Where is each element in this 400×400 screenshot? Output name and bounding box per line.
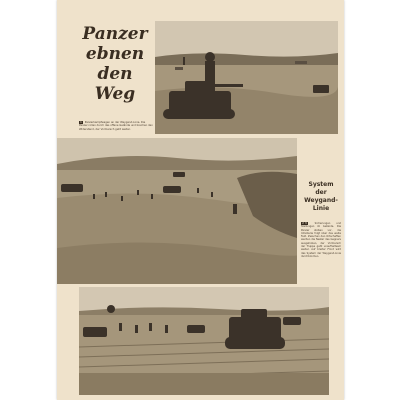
magazine-page: [57, 0, 344, 400]
photo-battlefield-wide: [57, 138, 297, 284]
title-line-1: Panzer: [82, 24, 148, 44]
subtitle-line-3: Weygand-: [304, 197, 338, 204]
photo-tank-closeup: [155, 21, 338, 134]
article-text: Sicherungen und Stellungen im Gelände. Die Panzer stoßen vor, die Infanterie folgt über das weite Feld. Zwischen den Ortschaften werden die Nester des Gegners ausgehoben, der Vormarsch der Truppe geht unaufhaltsam weiter. Auf breiter Front wird das System der Weygand-Linie durchbrochen.: [301, 222, 341, 258]
caption-text: Panzerkampfwagen an der Weygand-Linie. Die Panzer rollen durch das offene Gelände und brechen den Widerstand, der Vormarsch geht weiter.: [79, 121, 153, 131]
photo-tanks-advancing: [79, 287, 329, 395]
subtitle-line-4: Linie: [312, 205, 330, 212]
title-line-3: den Weg: [94, 64, 136, 104]
article-number-badge: 2 3: [302, 221, 307, 225]
article-subtitle: [300, 181, 342, 213]
caption-number-badge: 1: [80, 120, 82, 124]
subtitle-line-1: System: [308, 181, 334, 188]
article-body: [301, 222, 341, 258]
title-line-2: ebnen: [85, 44, 145, 64]
photo-caption-1: [79, 121, 153, 131]
subtitle-line-2: der: [315, 189, 327, 196]
page-title: [77, 24, 153, 104]
